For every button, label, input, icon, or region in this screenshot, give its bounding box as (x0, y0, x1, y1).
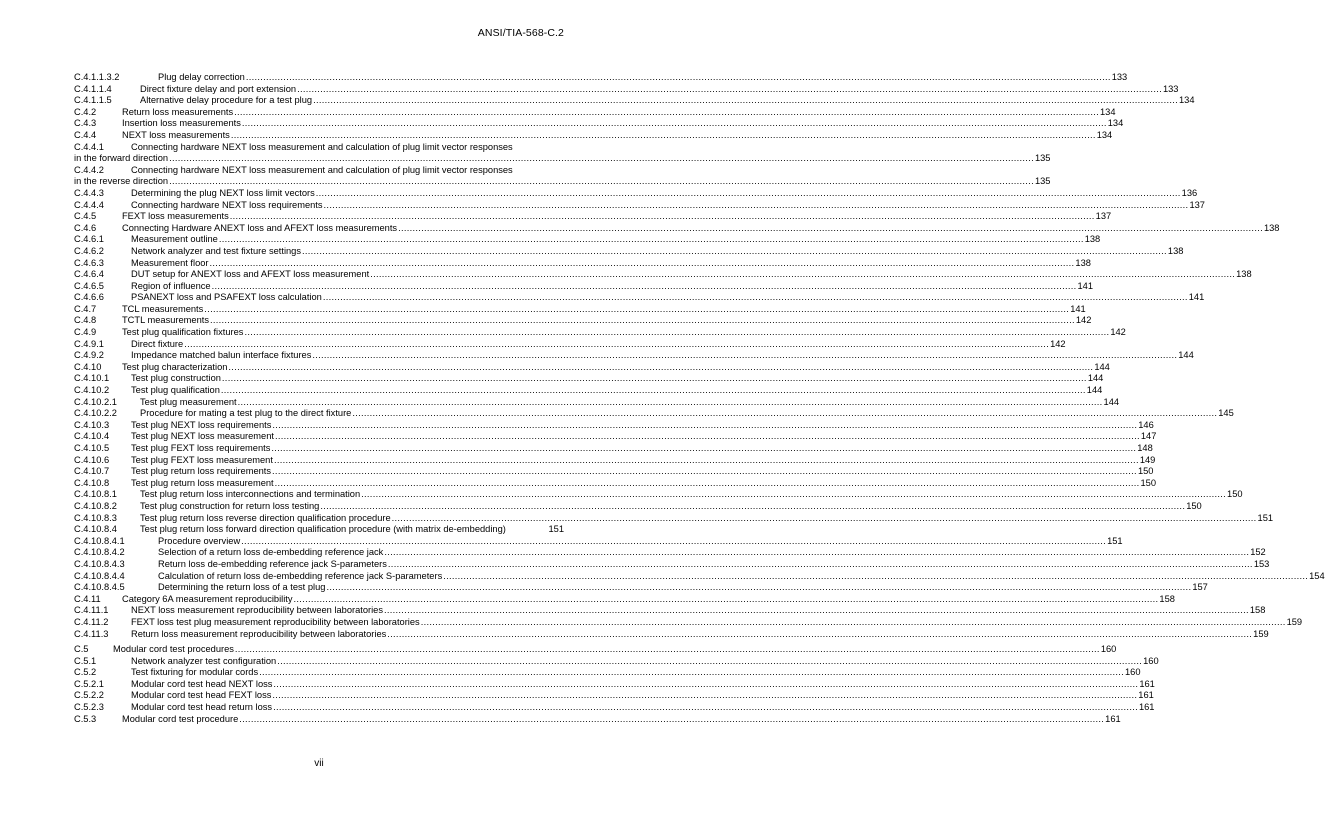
toc-entry-number: C.4.4.1 (74, 141, 104, 152)
toc-entry[interactable] (74, 396, 1120, 409)
toc-entry-number: C.4.4.4 (74, 199, 104, 210)
toc-dot-leader (384, 605, 1249, 617)
toc-entry-page: 137 (1095, 211, 1112, 222)
toc-entry[interactable] (74, 655, 1159, 668)
toc-entry[interactable] (74, 408, 1234, 420)
toc-entry-page: 144 (1087, 373, 1104, 384)
toc-entry[interactable] (74, 558, 1270, 571)
toc-entry-page: 148 (1137, 443, 1153, 453)
toc-entry[interactable] (74, 164, 1051, 188)
toc-entry-number: C.4.10.4 (74, 431, 110, 442)
toc-entry-number: C.4.11.3 (74, 628, 109, 639)
toc-entry[interactable] (74, 713, 1121, 726)
toc-dot-leader (212, 281, 1077, 293)
toc-dot-leader (272, 466, 1137, 478)
toc-entry-title: Procedure for mating a test plug to the direct fixture (140, 408, 352, 419)
toc-entry[interactable] (74, 361, 1110, 374)
toc-entry-page: 144 (1103, 396, 1120, 407)
toc-entry-page: 138 (1167, 245, 1184, 256)
toc-entry[interactable] (74, 257, 1091, 270)
toc-entry-page: 160 (1125, 667, 1141, 678)
toc-entry[interactable] (74, 702, 1155, 714)
toc-entry[interactable] (74, 593, 1175, 606)
toc-entry-number: C.4.4 (74, 129, 97, 140)
toc-entry-title: PSANEXT loss and PSAFEXT loss calculation (131, 292, 322, 303)
toc-dot-leader (312, 350, 1177, 362)
toc-entry-title: FEXT loss test plug measurement reproducibility between laboratories (131, 616, 420, 627)
toc-entry-number: C.4.11.2 (74, 616, 109, 627)
toc-entry-number: C.4.10.3 (74, 419, 110, 430)
toc-entry[interactable] (74, 431, 1157, 443)
toc-entry[interactable] (74, 678, 1155, 691)
toc-entry-title: Test plug measurement (140, 396, 237, 407)
toc-dot-leader (242, 118, 1107, 130)
toc-dot-leader (387, 629, 1252, 641)
toc-entry-page: 133 (1111, 72, 1128, 82)
toc-dot-leader (443, 571, 1308, 583)
toc-dot-leader (231, 130, 1096, 142)
toc-entry-number: C.4.10.8.4.3 (74, 558, 125, 569)
toc-entry-page: 159 (1253, 628, 1269, 639)
toc-entry-page: 153 (1253, 558, 1270, 569)
toc-dot-leader (246, 72, 1111, 84)
toc-entry-number: C.4.10.8 (74, 477, 110, 488)
toc-entry-page: 160 (1100, 644, 1117, 655)
toc-entry-title: Test plug FEXT loss requirements (131, 443, 271, 453)
toc-entry-page: 154 (1309, 570, 1325, 581)
toc-entry[interactable] (74, 72, 1128, 84)
toc-entry[interactable] (74, 95, 1195, 107)
toc-entry-number: C.4.6 (74, 222, 97, 233)
toc-entry[interactable] (74, 83, 1179, 96)
toc-dot-leader (352, 408, 1217, 420)
toc-entry-page: 142 (1075, 315, 1092, 326)
toc-entry-title: Test fixturing for modular cords (131, 667, 259, 678)
toc-dot-leader (323, 292, 1188, 304)
toc-entry-title: Selection of a return loss de-embedding reference jack (158, 547, 384, 558)
toc-entry-title: Region of influence (131, 280, 211, 291)
toc-entry-title: Determining the return loss of a test plug (158, 582, 326, 593)
toc-entry-number: C.4.6.2 (74, 245, 104, 256)
toc-dot-leader (274, 455, 1139, 467)
toc-entry-page: 159 (1286, 616, 1303, 627)
toc-entry[interactable] (74, 570, 1325, 583)
toc-entry[interactable] (74, 199, 1205, 212)
toc-dot-leader (241, 536, 1106, 548)
toc-entry[interactable] (74, 582, 1208, 594)
toc-entry-title: Plug delay correction (158, 72, 245, 82)
table-of-contents (74, 72, 1325, 725)
toc-entry[interactable] (74, 303, 1086, 316)
toc-entry-page: 151 (548, 524, 564, 535)
toc-entry-number: C.4.1.1.3.2 (74, 72, 120, 82)
toc-entry-number: C.4.10.8.4.2 (74, 547, 125, 558)
toc-entry-number: C.4.10.2 (74, 385, 110, 396)
toc-entry-page: 160 (1143, 655, 1159, 666)
toc-entry-page: 142 (1050, 338, 1066, 349)
toc-entry-number: C.4.2 (74, 106, 97, 117)
toc-entry-page: 138 (1084, 234, 1101, 245)
toc-entry-page: 161 (1138, 690, 1154, 701)
toc-entry-page: 142 (1110, 327, 1126, 338)
toc-entry-number: C.4.10.8.4.1 (74, 535, 125, 546)
toc-entry-number: C.4.7 (74, 303, 97, 314)
toc-entry-title: Direct fixture (131, 338, 184, 349)
toc-dot-leader (320, 501, 1185, 513)
toc-entry-number: C.4.6.5 (74, 280, 104, 291)
toc-entry-number: C.4.10.8.1 (74, 489, 117, 500)
toc-entry-number: C.4.6.6 (74, 292, 104, 303)
toc-entry-title: Measurement outline (131, 234, 218, 245)
toc-entry[interactable] (74, 535, 1123, 548)
toc-entry-page: 150 (1137, 466, 1154, 477)
toc-entry[interactable] (74, 292, 1205, 304)
toc-entry-page: 141 (1188, 292, 1205, 303)
toc-entry-title: Procedure overview (158, 535, 241, 546)
toc-entry-title: Test plug return loss forward direction qualification procedure (with matrix de-embedding) (140, 524, 506, 535)
toc-entry[interactable] (74, 315, 1092, 327)
toc-dot-leader (272, 420, 1137, 432)
toc-entry-number: C.4.6.1 (74, 234, 104, 245)
toc-entry-title: Return loss measurements (122, 106, 234, 117)
toc-entry-page: 134 (1096, 129, 1113, 140)
toc-entry-page: 135 (1034, 176, 1051, 187)
toc-dot-leader (392, 513, 1257, 525)
toc-entry-title: Measurement floor (131, 257, 209, 268)
toc-entry-page: 144 (1178, 350, 1194, 361)
toc-dot-leader (204, 304, 1069, 316)
toc-entry[interactable] (74, 269, 1252, 281)
toc-dot-leader (169, 153, 1034, 165)
toc-dot-leader (316, 188, 1181, 200)
toc-entry-number: C.4.10 (74, 361, 102, 372)
toc-entry-page: 152 (1250, 547, 1266, 558)
toc-entry[interactable] (74, 454, 1156, 467)
toc-dot-leader (361, 489, 1226, 501)
toc-dot-leader (388, 559, 1253, 571)
toc-entry-page: 161 (1139, 678, 1155, 689)
toc-entry-page: 134 (1178, 95, 1195, 106)
toc-dot-leader (277, 656, 1142, 668)
toc-entry-number: C.5.3 (74, 713, 97, 724)
toc-entry-number: C.4.11 (74, 593, 101, 604)
toc-entry-page: 144 (1086, 385, 1103, 396)
toc-dot-leader (271, 443, 1136, 455)
toc-entry-page: 147 (1140, 431, 1157, 442)
toc-entry-title: Modular cord test head return loss (131, 702, 273, 713)
toc-entry-page: 145 (1218, 408, 1234, 419)
toc-entry[interactable] (74, 222, 1280, 235)
toc-entry-page: 138 (1075, 257, 1091, 268)
toc-entry-title: Test plug qualification (131, 385, 220, 396)
toc-entry-number: C.4.6.4 (74, 269, 104, 280)
toc-entry-number: C.5.1 (74, 655, 97, 666)
toc-dot-leader (230, 211, 1095, 223)
toc-dot-leader (273, 679, 1138, 691)
toc-entry-page: 146 (1138, 419, 1154, 430)
toc-entry-number: C.4.10.1 (74, 373, 110, 384)
toc-entry-number: C.5.2.1 (74, 678, 104, 689)
toc-entry-number: C.4.5 (74, 211, 97, 222)
toc-dot-leader (234, 107, 1099, 119)
toc-dot-leader (184, 339, 1049, 351)
toc-entry[interactable] (74, 141, 1051, 165)
toc-entry-number: C.4.6.3 (74, 257, 104, 268)
toc-entry-title-continued: in the reverse direction (74, 176, 169, 187)
toc-entry-number: C.4.3 (74, 118, 97, 129)
toc-entry-number: C.4.9.2 (74, 350, 104, 361)
toc-entry-number: C.4.4.3 (74, 187, 104, 198)
toc-entry-page: 161 (1138, 702, 1155, 713)
toc-entry-title: Test plug qualification fixtures (122, 327, 244, 338)
toc-entry-title: Connecting Hardware ANEXT loss and AFEXT loss measurements (122, 222, 398, 233)
toc-entry[interactable] (74, 616, 1303, 629)
toc-entry-number: C.4.8 (74, 315, 97, 326)
toc-entry[interactable] (74, 524, 564, 536)
toc-entry-title: Network analyzer test configuration (131, 655, 277, 666)
toc-entry-page: 135 (1034, 153, 1051, 164)
toc-entry-page: 138 (1263, 222, 1280, 233)
toc-dot-leader (313, 95, 1178, 107)
toc-entry-title: FEXT loss measurements (122, 211, 229, 222)
toc-entry-page: 151 (1107, 535, 1123, 546)
toc-entry-number: C.4.9.1 (74, 338, 104, 349)
toc-entry-page: 151 (1257, 512, 1274, 523)
toc-dot-leader (398, 223, 1263, 235)
toc-entry-number: C.4.1.1.5 (74, 95, 112, 106)
toc-entry-page: 144 (1094, 361, 1110, 372)
toc-entry-title: Return loss de-embedding reference jack S-parameters (158, 558, 387, 569)
toc-entry-title: Test plug characterization (122, 361, 228, 372)
toc-entry[interactable] (74, 628, 1269, 641)
toc-entry-title: Test plug return loss requirements (131, 466, 272, 477)
toc-entry-number: C.4.10.5 (74, 443, 110, 453)
toc-dot-leader (221, 385, 1086, 397)
toc-entry-title: Test plug return loss interconnections and termination (140, 489, 361, 500)
toc-entry-page: 161 (1105, 713, 1121, 724)
toc-entry[interactable] (74, 234, 1101, 246)
toc-entry-page: 133 (1162, 83, 1179, 94)
toc-dot-leader (273, 702, 1138, 714)
toc-entry[interactable] (74, 477, 1157, 490)
toc-entry[interactable] (74, 547, 1266, 559)
toc-entry-number: C.4.10.8.3 (74, 512, 117, 523)
toc-entry-title: Modular cord test procedure (122, 713, 239, 724)
toc-entry-page: 138 (1236, 269, 1252, 280)
toc-entry-page: 136 (1181, 187, 1198, 198)
toc-entry-title: Insertion loss measurements (122, 118, 241, 129)
toc-entry[interactable] (74, 187, 1198, 200)
toc-entry[interactable] (74, 466, 1154, 478)
toc-entry[interactable] (74, 327, 1126, 339)
toc-entry-title: NEXT loss measurement reproducibility between laboratories (131, 605, 383, 616)
toc-entry[interactable] (74, 280, 1094, 293)
toc-entry[interactable] (74, 211, 1112, 223)
toc-dot-leader (235, 644, 1100, 656)
toc-entry-title: Direct fixture delay and port extension (140, 83, 297, 94)
toc-dot-leader (302, 246, 1167, 258)
toc-entry-number: C.4.10.2.1 (74, 396, 117, 407)
toc-entry-title: TCTL measurements (122, 315, 209, 326)
toc-entry-page: 134 (1099, 106, 1116, 117)
toc-entry-number: C.4.11.1 (74, 605, 109, 616)
toc-dot-leader (272, 690, 1137, 702)
toc-entry-title: Test plug FEXT loss measurement (131, 454, 273, 465)
toc-entry[interactable] (74, 385, 1103, 397)
toc-entry-number: C.5.2.3 (74, 702, 104, 713)
toc-dot-leader (275, 478, 1140, 490)
toc-entry-title: Connecting hardware NEXT loss requirements (131, 199, 323, 210)
toc-entry-title: Connecting hardware NEXT loss measurement and calculation of plug limit vector responses (131, 141, 513, 152)
toc-dot-leader (259, 667, 1124, 679)
toc-entry-number: C.4.10.8.4.5 (74, 582, 125, 593)
toc-entry-page: 158 (1159, 593, 1175, 604)
toc-entry-number: C.4.4.2 (74, 164, 104, 175)
toc-entry[interactable] (74, 118, 1124, 130)
toc-entry-title: Calculation of return loss de-embedding reference jack S-parameters (158, 570, 443, 581)
toc-dot-leader (244, 327, 1109, 339)
toc-entry-title: Test plug NEXT loss requirements (131, 419, 272, 430)
toc-entry-page: 141 (1070, 303, 1086, 314)
toc-entry-number: C.5.2.2 (74, 690, 104, 701)
toc-entry-title: Connecting hardware NEXT loss measurement and calculation of plug limit vector responses (131, 164, 513, 175)
toc-entry-title-continued: in the forward direction (74, 153, 169, 164)
toc-entry-title: Return loss measurement reproducibility between laboratories (131, 628, 387, 639)
toc-dot-leader (238, 397, 1103, 409)
toc-entry[interactable] (74, 373, 1104, 385)
toc-entry-page: 158 (1249, 605, 1266, 616)
toc-entry-page: 141 (1077, 280, 1094, 291)
toc-entry-number: C.5 (74, 644, 89, 655)
toc-dot-leader (169, 176, 1034, 188)
toc-dot-leader (297, 84, 1162, 96)
toc-entry-page: 157 (1192, 582, 1208, 593)
toc-entry-number: C.4.10.7 (74, 466, 110, 477)
toc-entry-title: TCL measurements (122, 303, 204, 314)
toc-dot-leader (370, 269, 1235, 281)
page-number-footer: vii (314, 758, 324, 769)
toc-entry-title: Network analyzer and test fixture settings (131, 245, 302, 256)
toc-entry[interactable] (74, 512, 1274, 525)
toc-entry-page: 150 (1227, 489, 1243, 500)
toc-entry-number: C.4.1.1.4 (74, 83, 112, 94)
toc-entry[interactable] (74, 644, 1117, 656)
toc-entry-page: 134 (1107, 118, 1124, 129)
toc-dot-leader (384, 547, 1249, 559)
toc-entry-number: C.4.10.6 (74, 454, 110, 465)
toc-entry[interactable] (74, 338, 1066, 351)
toc-dot-leader (324, 200, 1189, 212)
toc-entry-number: C.4.10.8.4.4 (74, 570, 125, 581)
toc-dot-leader (228, 362, 1093, 374)
toc-entry-title: Determining the plug NEXT loss limit vectors (131, 187, 315, 198)
toc-entry[interactable] (74, 129, 1113, 142)
toc-entry-title: Modular cord test head NEXT loss (131, 678, 273, 689)
toc-entry[interactable] (74, 106, 1116, 119)
toc-entry-title: Modular cord test procedures (113, 644, 234, 655)
toc-entry[interactable] (74, 419, 1154, 432)
toc-entry-title: DUT setup for ANEXT loss and AFEXT loss measurement (131, 269, 370, 280)
toc-entry-title: Test plug construction (131, 373, 221, 384)
toc-entry-page: 150 (1140, 477, 1157, 488)
toc-dot-leader (222, 373, 1087, 385)
toc-entry[interactable] (74, 500, 1202, 513)
toc-entry-title: Category 6A measurement reproducibility (122, 593, 293, 604)
toc-entry[interactable] (74, 667, 1141, 679)
toc-entry-number: C.5.2 (74, 667, 97, 678)
toc-entry[interactable] (74, 605, 1266, 617)
toc-entry[interactable] (74, 443, 1153, 455)
toc-entry[interactable] (74, 690, 1154, 702)
toc-entry-title: Impedance matched balun interface fixtures (131, 350, 312, 361)
toc-entry[interactable] (74, 489, 1243, 501)
toc-dot-leader (239, 714, 1104, 726)
toc-dot-leader (210, 258, 1075, 270)
toc-dot-leader (294, 594, 1159, 606)
toc-entry-title: NEXT loss measurements (122, 129, 230, 140)
toc-entry-number: C.4.10.8.2 (74, 500, 117, 511)
toc-dot-leader (210, 315, 1075, 327)
toc-entry-title: Test plug return loss reverse direction qualification procedure (140, 512, 391, 523)
toc-entry-number: C.4.10.8.4 (74, 524, 117, 535)
toc-entry[interactable] (74, 350, 1194, 362)
toc-entry-page: 150 (1186, 500, 1202, 511)
toc-entry-title: Test plug construction for return loss testing (140, 500, 320, 511)
toc-entry-title: Test plug return loss measurement (131, 477, 274, 488)
toc-dot-leader (421, 617, 1286, 629)
toc-entry[interactable] (74, 245, 1184, 258)
toc-entry-page: 149 (1139, 454, 1156, 465)
toc-dot-leader (275, 431, 1140, 443)
toc-entry-title: Test plug NEXT loss measurement (131, 431, 274, 442)
toc-entry-title: Modular cord test head FEXT loss (131, 690, 272, 701)
document-id-header: ANSI/TIA-568-C.2 (477, 27, 564, 39)
toc-entry-page: 137 (1189, 199, 1205, 210)
toc-entry-number: C.4.10.2.2 (74, 408, 117, 419)
toc-entry-title: Alternative delay procedure for a test plug (140, 95, 313, 106)
toc-entry-number: C.4.9 (74, 327, 97, 338)
toc-dot-leader (219, 234, 1084, 246)
toc-dot-leader (326, 582, 1191, 594)
